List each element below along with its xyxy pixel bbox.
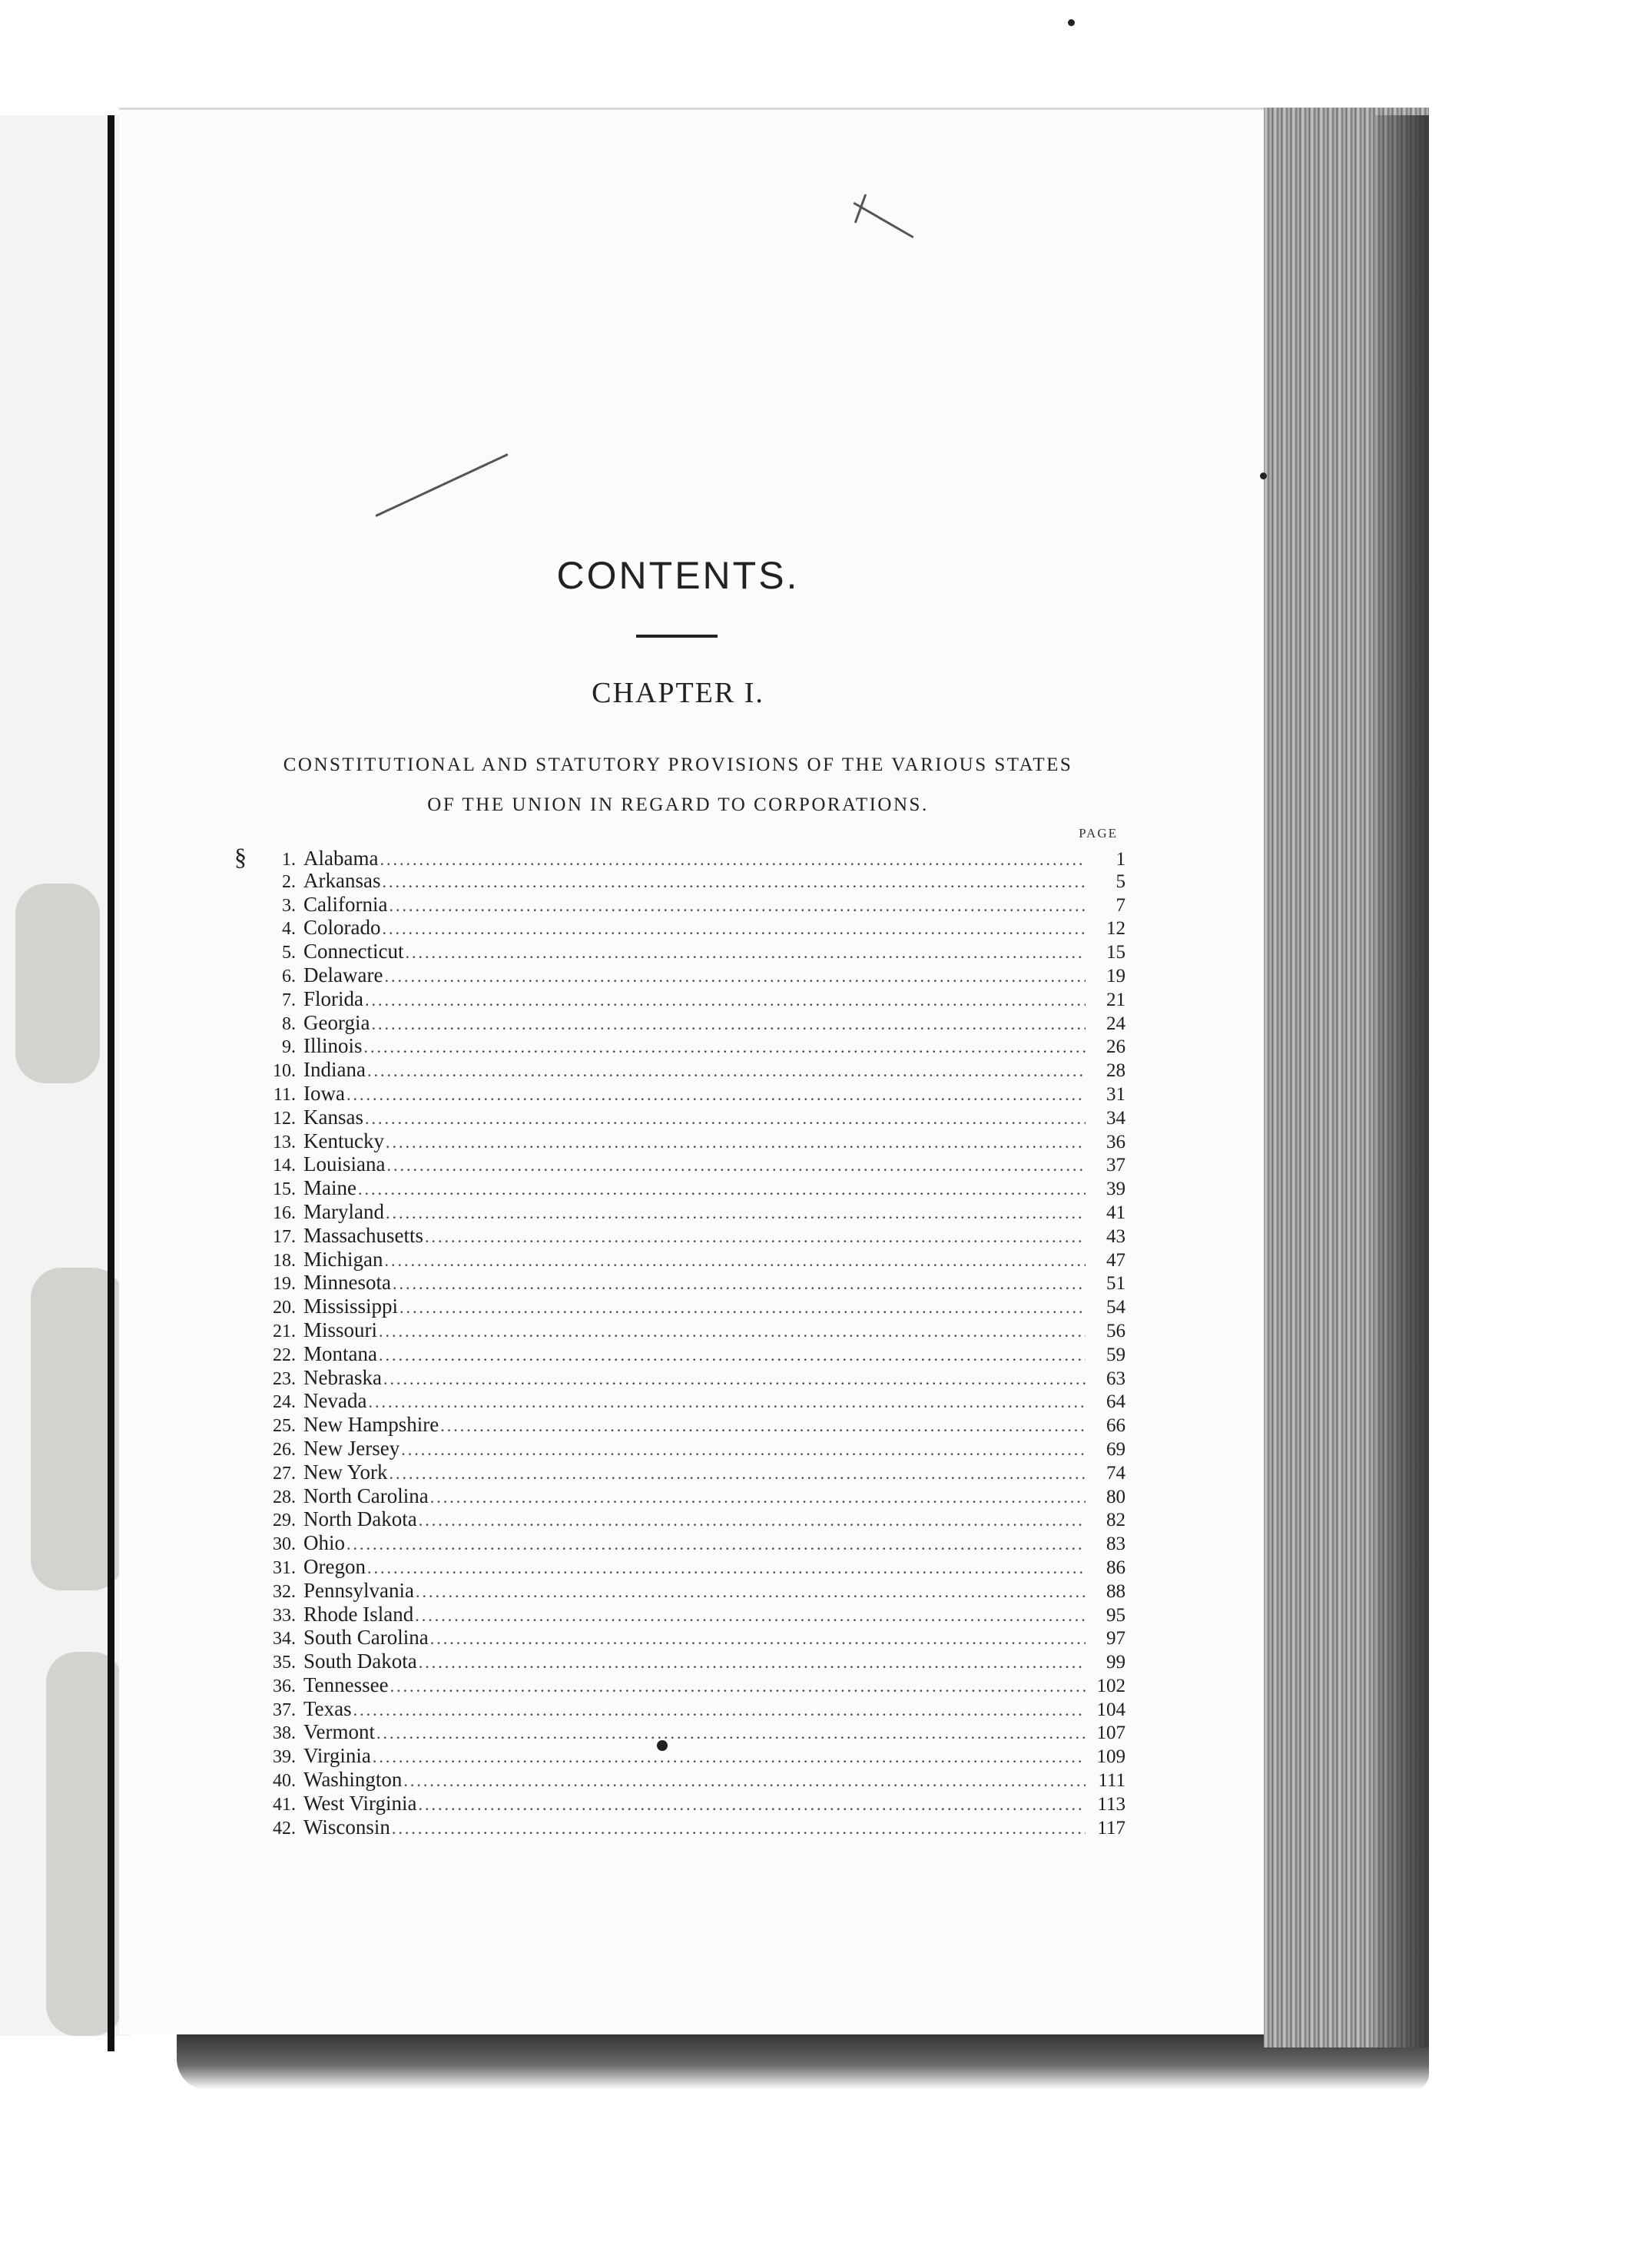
toc-entry-number: 7. <box>282 990 296 1010</box>
dot-leader <box>419 1509 1086 1533</box>
toc-entry-page: 56 <box>1106 1320 1125 1341</box>
toc-entry-title: Connecticut <box>303 940 404 963</box>
toc-entry <box>234 1106 1125 1129</box>
toc-entry-title: West Virginia <box>303 1791 417 1815</box>
dot-leader <box>365 1107 1086 1131</box>
toc-entry-number: 15. <box>273 1179 296 1200</box>
toc-entry-page: 113 <box>1097 1793 1125 1815</box>
toc-entry <box>234 1034 1125 1058</box>
toc-entry-number: 6. <box>282 966 296 986</box>
toc-entry-number: 8. <box>282 1013 296 1034</box>
toc-entry <box>234 845 1125 869</box>
toc-entry-page: 26 <box>1106 1036 1125 1058</box>
toc-entry <box>234 1792 1125 1815</box>
toc-entry-page: 43 <box>1106 1225 1125 1247</box>
toc-entry-page: 69 <box>1106 1438 1125 1460</box>
toc-entry-title: Arkansas <box>303 868 381 892</box>
toc-entry-page: 88 <box>1106 1580 1125 1602</box>
toc-entry-number: 24. <box>273 1392 296 1413</box>
toc-entry <box>234 1366 1125 1390</box>
toc-entry-page: 21 <box>1106 989 1125 1010</box>
toc-entry-page: 80 <box>1106 1486 1125 1507</box>
toc-entry <box>234 1555 1125 1579</box>
toc-entry-title: Florida <box>303 986 363 1010</box>
toc-entry-page: 5 <box>1116 870 1125 892</box>
toc-entry-number: 2. <box>282 871 296 892</box>
dot-leader <box>380 848 1086 872</box>
dot-leader <box>382 870 1086 894</box>
dot-leader <box>440 1414 1086 1438</box>
toc-entry-title: New York <box>303 1460 388 1484</box>
toc-entry <box>234 1152 1125 1176</box>
toc-entry-title: Vermont <box>303 1720 375 1744</box>
dot-leader <box>379 1344 1086 1368</box>
toc-entry-title: New Jersey <box>303 1436 400 1460</box>
title-rule <box>636 635 718 638</box>
toc-entry <box>234 1697 1125 1721</box>
speck <box>1260 472 1267 479</box>
toc-entry-number: 12. <box>273 1108 296 1129</box>
toc-entry <box>234 1484 1125 1508</box>
toc-entry-page: 41 <box>1106 1202 1125 1223</box>
toc-entry-number: 14. <box>273 1156 296 1176</box>
toc-entry-page: 63 <box>1106 1368 1125 1389</box>
toc-entry-title: Maryland <box>303 1199 384 1223</box>
dot-leader <box>346 1083 1086 1107</box>
book-gutter <box>108 115 114 2051</box>
toc-entry-number: 5. <box>282 943 296 963</box>
toc-entry-number: 19. <box>273 1274 296 1295</box>
dot-leader <box>358 1178 1086 1202</box>
toc-entry-title: Tennessee <box>303 1673 389 1696</box>
toc-entry-number: 25. <box>273 1416 296 1437</box>
dot-leader <box>373 1746 1086 1769</box>
toc-entry-page: 34 <box>1106 1107 1125 1129</box>
toc-entry-title: Washington <box>303 1768 403 1792</box>
toc-entry-page: 7 <box>1116 894 1125 916</box>
toc-entry-number: 39. <box>273 1747 296 1768</box>
toc-entry-number: 3. <box>282 895 296 916</box>
toc-entry-number: 29. <box>273 1510 296 1531</box>
toc-entry-number: 11. <box>273 1084 296 1105</box>
stain <box>15 884 100 1083</box>
toc-entry-page: 109 <box>1096 1746 1125 1768</box>
dot-leader <box>401 1438 1086 1462</box>
toc-entry-title: Virginia <box>303 1744 371 1768</box>
toc-entry <box>234 1650 1125 1673</box>
toc-entry-number: 10. <box>273 1061 296 1082</box>
dot-leader <box>405 941 1086 965</box>
toc-entry-title: Alabama <box>303 847 379 870</box>
toc-entry-number: 26. <box>273 1439 296 1460</box>
toc-entry-title: Kentucky <box>303 1129 384 1152</box>
toc-entry-page: 86 <box>1106 1557 1125 1578</box>
toc-entry-number: 35. <box>273 1653 296 1673</box>
toc-entry-page: 15 <box>1106 942 1125 963</box>
toc-entry-title: Minnesota <box>303 1271 391 1295</box>
toc-entry-title: Montana <box>303 1341 377 1365</box>
toc-entry-number: 40. <box>273 1771 296 1792</box>
dot-leader <box>367 1557 1086 1580</box>
toc-entry-title: Pennsylvania <box>303 1578 414 1602</box>
toc-entry <box>234 1815 1125 1839</box>
toc-entry <box>234 963 1125 987</box>
toc-entry-number: 28. <box>273 1487 296 1507</box>
dot-leader <box>399 1296 1086 1320</box>
toc-entry <box>234 1673 1125 1697</box>
toc-entry-page: 83 <box>1106 1534 1125 1555</box>
toc-entry <box>234 1318 1125 1342</box>
dot-leader <box>415 1604 1086 1628</box>
toc-entry <box>234 1579 1125 1603</box>
toc-entry <box>234 1461 1125 1484</box>
toc-entry-page: 64 <box>1106 1391 1125 1413</box>
toc-entry-title: North Dakota <box>303 1507 417 1531</box>
toc-entry-number: 37. <box>273 1699 296 1720</box>
toc-entry-number: 32. <box>273 1581 296 1602</box>
toc-entry-number: 9. <box>282 1037 296 1058</box>
page-column-label: PAGE <box>1079 826 1118 841</box>
toc-entry-title: Rhode Island <box>303 1602 414 1626</box>
toc-entry <box>234 1626 1125 1650</box>
dot-leader <box>416 1580 1086 1604</box>
toc-entry-number: 16. <box>273 1202 296 1223</box>
toc-entry-title: Mississippi <box>303 1295 399 1318</box>
toc-entry-number: 34. <box>273 1629 296 1650</box>
toc-entry-number: 1. <box>282 850 296 870</box>
toc-entry-page: 99 <box>1106 1652 1125 1673</box>
dot-leader <box>425 1225 1086 1249</box>
dot-leader <box>376 1722 1086 1746</box>
toc-entry <box>234 1176 1125 1200</box>
toc-entry <box>234 1437 1125 1461</box>
toc-entry-number: 21. <box>273 1321 296 1341</box>
dot-leader <box>386 1154 1086 1178</box>
chapter-heading: CHAPTER I. <box>592 677 764 709</box>
toc-entry <box>234 1720 1125 1744</box>
toc-entry-title: Maine <box>303 1176 356 1200</box>
table-of-contents <box>234 845 1125 1839</box>
toc-entry-number: 30. <box>273 1534 296 1555</box>
toc-entry <box>234 1413 1125 1437</box>
dot-leader <box>384 1249 1086 1273</box>
dot-leader <box>367 1059 1086 1083</box>
toc-entry-title: Kansas <box>303 1105 363 1129</box>
dot-leader <box>392 1817 1086 1841</box>
toc-entry-title: Nebraska <box>303 1365 382 1389</box>
toc-entry-title: South Dakota <box>303 1650 417 1673</box>
dot-leader <box>371 1013 1086 1036</box>
toc-entry-number: 36. <box>273 1676 296 1696</box>
toc-entry-title: Massachusetts <box>303 1223 423 1247</box>
toc-entry-page: 36 <box>1106 1131 1125 1152</box>
dot-leader <box>430 1627 1086 1651</box>
toc-entry-page: 97 <box>1106 1628 1125 1650</box>
toc-entry <box>234 1507 1125 1531</box>
chapter-subtitle <box>230 745 1125 825</box>
toc-entry <box>234 1342 1125 1366</box>
toc-entry-page: 74 <box>1106 1462 1125 1484</box>
dot-leader <box>365 989 1086 1013</box>
toc-entry-page: 82 <box>1106 1510 1125 1531</box>
dot-leader <box>386 1131 1086 1155</box>
toc-entry-title: South Carolina <box>303 1626 429 1650</box>
toc-entry <box>234 1058 1125 1082</box>
toc-entry-number: 27. <box>273 1463 296 1484</box>
dot-leader <box>384 965 1086 989</box>
toc-entry-page: 102 <box>1096 1675 1125 1696</box>
toc-entry-title: Texas <box>303 1696 352 1720</box>
toc-entry <box>234 1744 1125 1768</box>
toc-entry-title: New Hampshire <box>303 1413 439 1437</box>
page-title: CONTENTS. <box>556 554 800 597</box>
page-edges-shade <box>1375 115 1429 2048</box>
toc-entry-page: 104 <box>1096 1699 1125 1720</box>
toc-entry <box>234 1603 1125 1626</box>
toc-entry-page: 51 <box>1106 1273 1125 1295</box>
dot-leader <box>389 894 1086 918</box>
toc-entry-page: 12 <box>1106 918 1125 940</box>
toc-entry <box>234 1389 1125 1413</box>
toc-entry-title: Oregon <box>303 1554 366 1578</box>
toc-entry-title: Michigan <box>303 1247 383 1271</box>
toc-entry-number: 38. <box>273 1723 296 1744</box>
dot-leader <box>418 1793 1086 1817</box>
toc-entry-page: 117 <box>1097 1817 1125 1839</box>
toc-entry-page: 31 <box>1106 1083 1125 1105</box>
chapter-subtitle-line: OF THE UNION IN REGARD TO CORPORATIONS. <box>427 794 929 815</box>
toc-entry-title: Louisiana <box>303 1152 386 1176</box>
dot-leader <box>383 917 1086 941</box>
toc-entry-title: Indiana <box>303 1058 366 1082</box>
toc-entry-page: 59 <box>1106 1344 1125 1365</box>
toc-entry <box>234 1011 1125 1035</box>
dot-leader <box>386 1202 1086 1225</box>
toc-entry-number: 31. <box>273 1557 296 1578</box>
book-shadow <box>177 2028 1429 2090</box>
dot-leader <box>430 1486 1086 1510</box>
toc-entry <box>234 1224 1125 1248</box>
toc-entry-title: Wisconsin <box>303 1815 390 1839</box>
toc-entry-title: Delaware <box>303 963 383 986</box>
toc-entry <box>234 1129 1125 1153</box>
toc-entry-number: 13. <box>273 1132 296 1152</box>
dot-leader <box>353 1699 1086 1723</box>
toc-entry <box>234 916 1125 940</box>
toc-entry-number: 4. <box>282 919 296 940</box>
toc-entry-number: 23. <box>273 1368 296 1389</box>
toc-entry-title: Iowa <box>303 1081 345 1105</box>
toc-entry-number: 20. <box>273 1298 296 1318</box>
toc-entry <box>234 893 1125 917</box>
chapter-subtitle-line: CONSTITUTIONAL AND STATUTORY PROVISIONS OF THE VARIOUS STATES <box>283 754 1073 775</box>
toc-entry <box>234 987 1125 1011</box>
toc-entry-page: 1 <box>1116 849 1125 870</box>
toc-entry <box>234 1295 1125 1318</box>
toc-entry-page: 47 <box>1106 1249 1125 1271</box>
toc-entry <box>234 1082 1125 1106</box>
dot-leader <box>390 1675 1086 1699</box>
toc-entry-page: 54 <box>1106 1297 1125 1318</box>
toc-entry-number: 17. <box>273 1226 296 1247</box>
toc-entry-number: 18. <box>273 1250 296 1271</box>
toc-entry-number: 22. <box>273 1345 296 1365</box>
toc-entry <box>234 940 1125 963</box>
toc-entry-page: 39 <box>1106 1179 1125 1200</box>
toc-entry-title: California <box>303 892 388 916</box>
toc-entry-title: Colorado <box>303 916 381 940</box>
toc-entry-title: Missouri <box>303 1318 378 1341</box>
dot-leader <box>346 1533 1086 1557</box>
toc-entry-page: 19 <box>1106 965 1125 986</box>
toc-entry-number: 41. <box>273 1794 296 1815</box>
toc-entry-page: 111 <box>1098 1770 1125 1792</box>
toc-entry-page: 24 <box>1106 1013 1125 1034</box>
dot-leader <box>419 1651 1086 1675</box>
toc-entry <box>234 1271 1125 1295</box>
toc-entry-page: 66 <box>1106 1415 1125 1437</box>
dot-leader <box>403 1769 1086 1793</box>
toc-entry-number: 33. <box>273 1605 296 1626</box>
dot-leader <box>383 1368 1086 1391</box>
toc-entry-title: Georgia <box>303 1010 370 1034</box>
section-symbol: § <box>234 843 247 870</box>
toc-entry-title: North Carolina <box>303 1484 429 1507</box>
toc-entry-title: Ohio <box>303 1531 345 1555</box>
toc-entry <box>234 1531 1125 1555</box>
toc-entry-page: 107 <box>1096 1723 1125 1744</box>
toc-entry-page: 28 <box>1106 1060 1125 1082</box>
speck <box>1068 19 1075 26</box>
toc-entry-title: Nevada <box>303 1389 367 1413</box>
dot-leader <box>390 1462 1086 1486</box>
dot-leader <box>368 1391 1086 1414</box>
dot-leader <box>379 1320 1086 1344</box>
toc-entry-page: 95 <box>1106 1604 1125 1626</box>
toc-entry-number: 42. <box>273 1818 296 1839</box>
toc-entry-title: Illinois <box>303 1034 363 1058</box>
toc-entry <box>234 869 1125 893</box>
toc-entry <box>234 1248 1125 1272</box>
dot-leader <box>393 1272 1086 1296</box>
toc-entry <box>234 1768 1125 1792</box>
toc-entry-page: 37 <box>1106 1155 1125 1176</box>
toc-entry <box>234 1200 1125 1224</box>
dot-leader <box>364 1036 1086 1059</box>
